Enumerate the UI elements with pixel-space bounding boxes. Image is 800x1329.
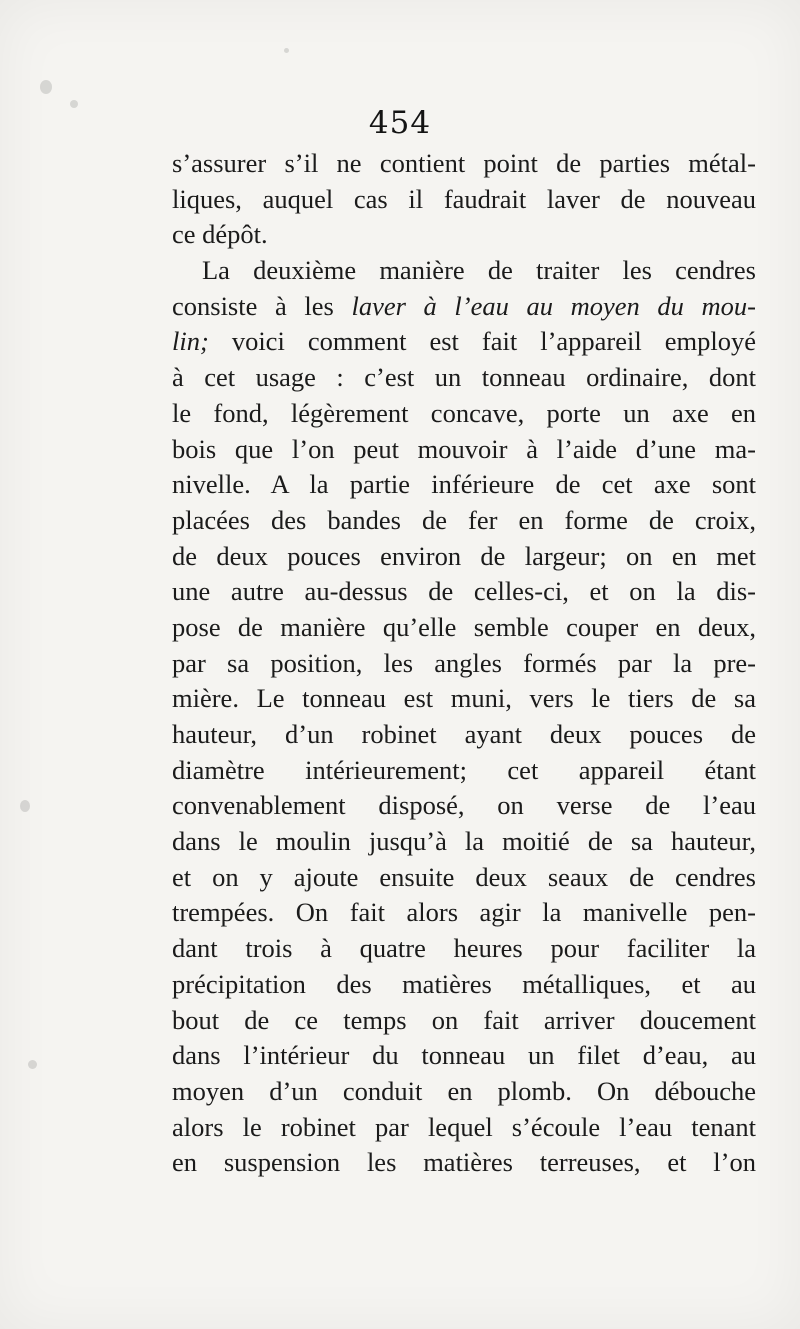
line-text: précipitation des matières métalliques, et au [172,968,756,999]
paper-speck [40,80,52,94]
text-line [172,931,756,967]
line-text: placées des bandes de fer en forme de croix, [172,504,756,535]
text-line [172,967,756,1003]
line-text: consiste à les [172,290,352,321]
line-text: pose de manière qu’elle semble couper en deux, [172,611,756,642]
line-text: ce dépôt. [172,219,268,250]
line-text: liques, auquel cas il faudrait laver de nouveau [172,183,756,214]
line-text: La deuxième manière de traiter les cendres [202,255,756,286]
line-text: s’assurer s’il ne contient point de parties métal- [172,148,756,178]
line-text: à cet usage : c’est un tonneau ordinaire, dont [172,362,756,393]
paper-speck [284,48,289,53]
line-text: hauteur, d’un robinet ayant deux pouces de [172,719,756,749]
line-text: et on y ajoute ensuite deux seaux de cendres [172,861,756,892]
line-text: dans l’intérieur du tonneau un filet d’eau, au [172,1040,756,1071]
line-text: bois que l’on peut mouvoir à l’aide d’une ma- [172,433,756,464]
text-line [172,610,756,646]
text-line [172,824,756,860]
page-number: 454 [368,105,432,141]
line-text: moyen d’un conduit en plomb. On débouche [172,1075,756,1106]
text-line [172,182,756,218]
text-line [172,217,756,253]
text-line [172,1145,756,1181]
text-line [172,860,756,896]
text-line [172,360,756,396]
text-line [172,1038,756,1074]
line-text: nivelle. A la partie inférieure de cet axe sont [172,469,756,500]
italic-text: lin; [172,326,209,357]
line-text: alors le robinet par lequel s’écoule l’eau tenant [172,1111,756,1142]
text-line [172,681,756,717]
text-line [172,539,756,575]
text-line [172,717,756,753]
line-text: dans le moulin jusqu’à la moitié de sa hauteur, [172,826,756,857]
line-text: le fond, légèrement concave, porte un axe en [172,397,756,428]
text-line [172,753,756,789]
text-line [172,146,756,182]
line-text: en suspension les matières terreuses, et l’on [172,1147,756,1178]
text-line [172,289,756,325]
line-text: bout de ce temps on fait arriver doucement [172,1004,756,1035]
line-text: trempées. On fait alors agir la manivelle pen- [172,897,756,928]
line-text: dant trois à quatre heures pour faciliter la [172,933,756,964]
line-text: diamètre intérieurement; cet appareil étant [172,754,756,785]
text-line [172,1074,756,1110]
text-line [172,324,756,360]
text-line [172,432,756,468]
paper-speck [20,800,30,812]
text-line [172,574,756,610]
line-text: convenablement disposé, on verse de l’eau [172,790,756,821]
text-line [172,253,756,289]
paper-speck [28,1060,37,1069]
text-line [172,503,756,539]
text-line [172,467,756,503]
line-text: mière. Le tonneau est muni, vers le tiers de sa [172,683,756,714]
body-text [172,146,756,1181]
text-line [172,788,756,824]
text-line [172,646,756,682]
text-line [172,895,756,931]
text-line [172,1110,756,1146]
line-text: par sa position, les angles formés par la pre- [172,647,756,678]
text-line [172,1003,756,1039]
line-text: une autre au-dessus de celles-ci, et on la dis- [172,576,756,607]
line-text: voici comment est fait l’appareil employé [208,326,756,357]
line-text: de deux pouces environ de largeur; on en met [172,540,756,571]
text-line [172,396,756,432]
italic-text: laver à l’eau au moyen du mou- [351,290,757,321]
